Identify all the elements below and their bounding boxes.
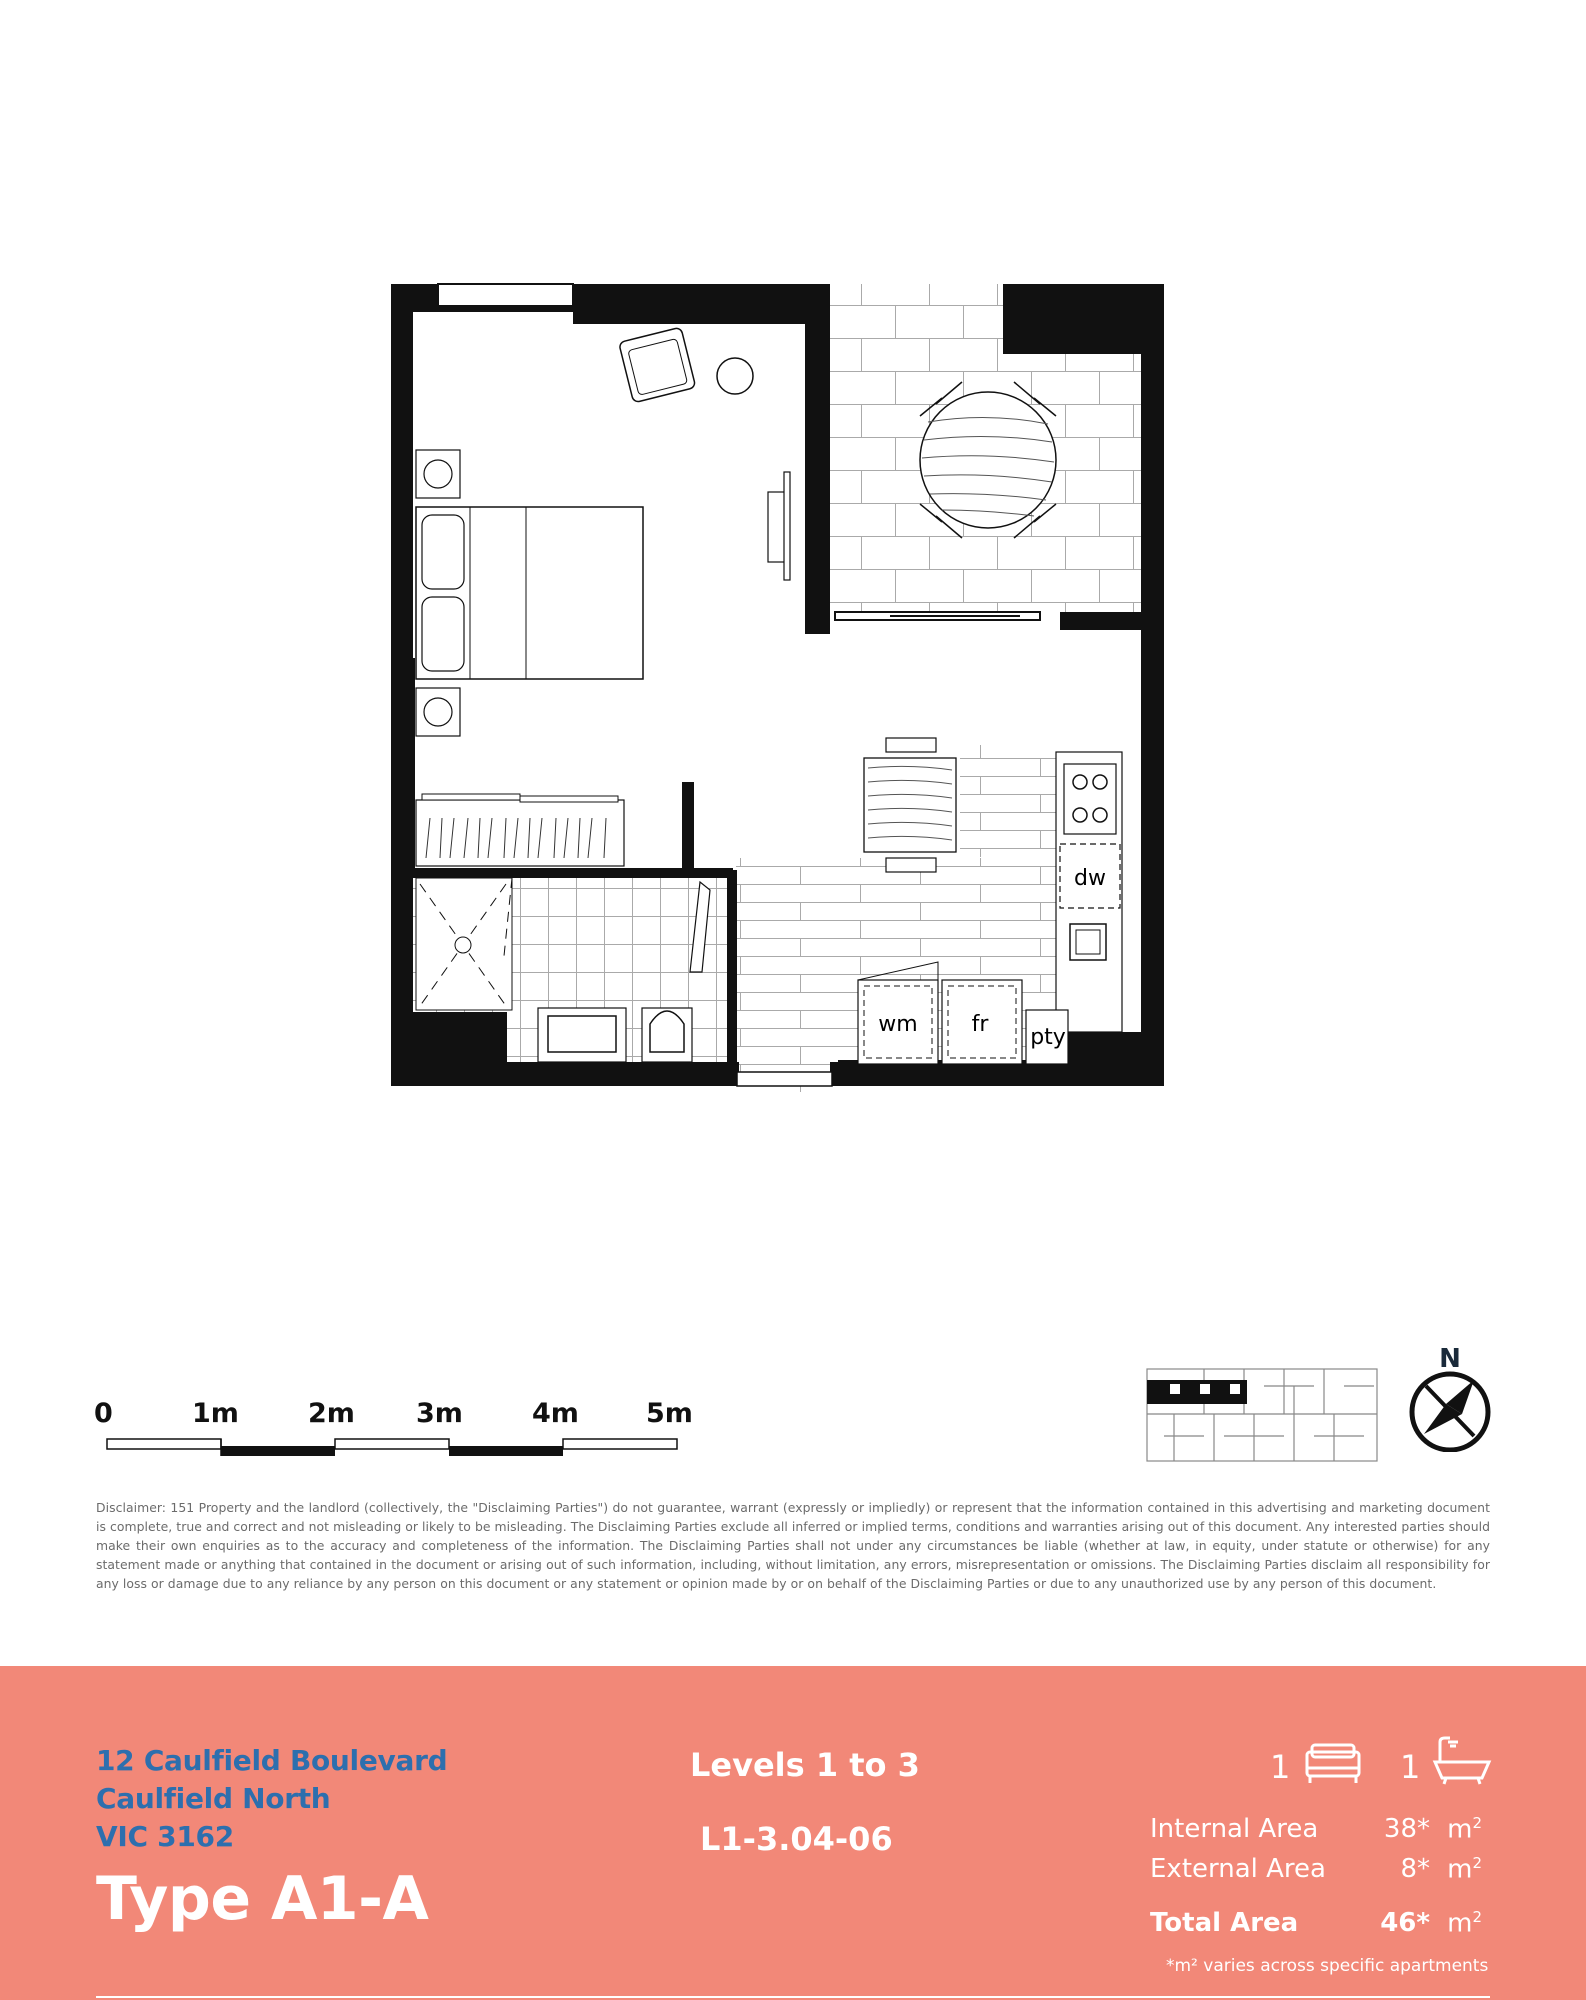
dishwasher-label: dw xyxy=(1074,866,1106,891)
washing-machine-label: wm xyxy=(878,1012,918,1037)
address-line-1: 12 Caulfield Boulevard xyxy=(96,1744,448,1777)
scale-bar xyxy=(106,1436,680,1460)
north-label: N xyxy=(1439,1344,1461,1374)
fridge-label: fr xyxy=(971,1012,989,1037)
scale-tick-0: 0 xyxy=(94,1398,113,1429)
key-plan xyxy=(1144,1366,1384,1466)
bed-icon xyxy=(1304,1740,1362,1786)
total-area-unit: $m^2$ xyxy=(1447,1908,1482,1939)
levels-text: Levels 1 to 3 xyxy=(690,1746,920,1784)
scale-tick-4m: 4m xyxy=(532,1398,579,1429)
north-arrow-icon xyxy=(1402,1342,1492,1452)
apartment-type-title: Type A1-A xyxy=(96,1864,429,1934)
total-area-label: Total Area xyxy=(1150,1908,1299,1938)
scale-tick-2m: 2m xyxy=(308,1398,355,1429)
area-footnote: *m² varies across specific apartments xyxy=(1166,1956,1489,1976)
internal-area-value: 38* xyxy=(1383,1814,1430,1844)
scale-tick-1m: 1m xyxy=(192,1398,239,1429)
pantry-label: pty xyxy=(1030,1025,1066,1050)
total-area-value: 46* xyxy=(1380,1908,1430,1938)
disclaimer-text: Disclaimer: 151 Property and the landlord (collectively, the "Disclaiming Parties") do not guarantee, warrant (expressly or impliedly) or represent that the information contained in this advertising and marketing document is complete, true and correct and not misleading or likely to be misleading. The Disclaiming Parties exclude all inferred or implied terms, conditions and warranties arising out of this document. Any interested parties should make their own enquiries as to the accuracy and completeness of the information. The Disclaiming Parties shall not under any circumstances be liable (whether at law, in equity, under statute or otherwise) for any statement made or anything that contained in the document or arising out of such information, including, without limitation, any errors, misrepresentation or omissions. The Disclaiming Parties disclaim all responsibility for any loss or damage due to any reliance by any person on this document or any statement or opinion made by or on behalf of the Disclaiming Parties or due to any unauthorized use by any person of this document. xyxy=(96,1500,1490,1591)
bedroom-count: 1 xyxy=(1270,1748,1291,1786)
bathroom-count: 1 xyxy=(1400,1748,1421,1786)
address-line-2: Caulfield North xyxy=(96,1782,331,1815)
bath-icon xyxy=(1432,1736,1492,1786)
scale-tick-3m: 3m xyxy=(416,1398,463,1429)
footer-divider xyxy=(96,1996,1490,1998)
external-area-unit: $m^2$ xyxy=(1447,1854,1482,1885)
address-block xyxy=(96,1742,447,1856)
unit-code: L1-3.04-06 xyxy=(700,1820,893,1858)
internal-area-unit: $m^2$ xyxy=(1447,1814,1482,1845)
floor-plan xyxy=(380,272,1180,1092)
external-area-value: 8* xyxy=(1400,1854,1430,1884)
external-area-label: External Area xyxy=(1150,1854,1326,1884)
internal-area-label: Internal Area xyxy=(1150,1814,1319,1844)
footer-panel xyxy=(0,1666,1586,2000)
scale-tick-5m: 5m xyxy=(646,1398,693,1429)
address-line-3: VIC 3162 xyxy=(96,1820,234,1853)
